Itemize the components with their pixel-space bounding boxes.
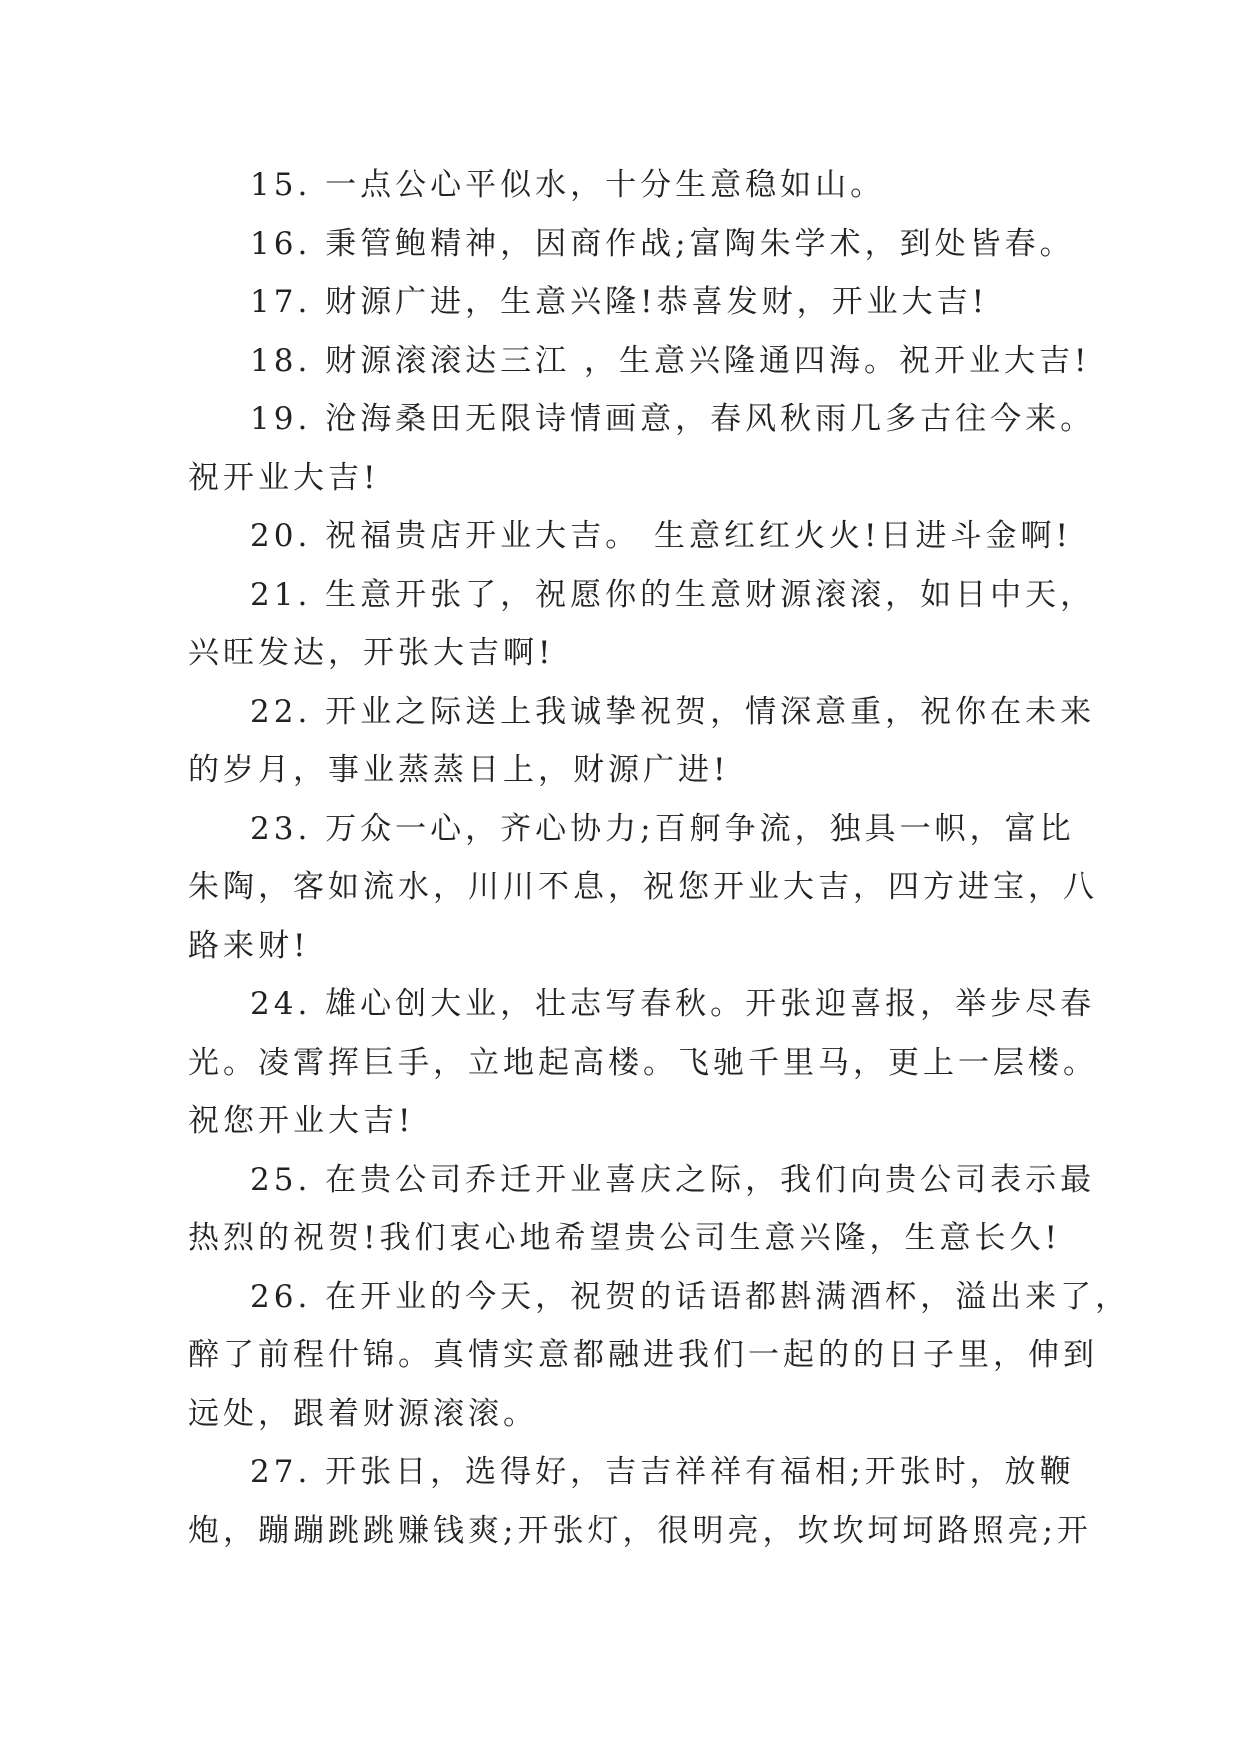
text-line: 22. 开业之际送上我诚挚祝贺，情深意重，祝你在未来 bbox=[250, 693, 1096, 730]
text-line: 祝您开业大吉! bbox=[188, 1103, 415, 1139]
document-body bbox=[188, 156, 1131, 1560]
text-line: 朱陶，客如流水，川川不息，祝您开业大吉，四方进宝，八 bbox=[188, 869, 1098, 905]
text-line: 24. 雄心创大业，壮志写春秋。开张迎喜报，举步尽春 bbox=[250, 986, 1096, 1022]
text-line: 17. 财源广进，生意兴隆!恭喜发财，开业大吉! bbox=[250, 284, 989, 320]
text-line: 21. 生意开张了，祝愿你的生意财源滚滚，如日中天， bbox=[250, 576, 1096, 613]
text-line: 23. 万众一心，齐心协力;百舸争流，独具一帜，富比 bbox=[250, 810, 1075, 847]
text-line: 炮，蹦蹦跳跳赚钱爽;开张灯，很明亮，坎坎坷坷路照亮;开 bbox=[188, 1512, 1092, 1549]
text-line: 19. 沧海桑田无限诗情画意，春风秋雨几多古往今来。 bbox=[250, 401, 1096, 437]
text-line: 27. 开张日，选得好，吉吉祥祥有福相;开张时，放鞭 bbox=[250, 1454, 1075, 1490]
text-line: 16. 秉管鲍精神，因商作战;富陶朱学术，到处皆春。 bbox=[250, 225, 1075, 262]
text-line: 25. 在贵公司乔迁开业喜庆之际，我们向贵公司表示最 bbox=[250, 1161, 1096, 1198]
text-line: 祝开业大吉! bbox=[188, 459, 380, 496]
text-line: 的岁月，事业蒸蒸日上，财源广进! bbox=[188, 752, 730, 788]
text-line: 光。凌霄挥巨手，立地起高楼。飞驰千里马，更上一层楼。 bbox=[188, 1044, 1098, 1081]
text-line: 兴旺发达，开张大吉啊! bbox=[188, 635, 555, 671]
text-line: 15. 一点公心平似水，十分生意稳如山。 bbox=[250, 167, 886, 203]
text-line: 醉了前程什锦。真情实意都融进我们一起的的日子里，伸到 bbox=[188, 1337, 1098, 1373]
text-line: 路来财! bbox=[188, 927, 310, 964]
text-line: 18. 财源滚滚达三江 ，生意兴隆通四海。祝开业大吉! bbox=[250, 342, 1091, 379]
text-line: 20. 祝福贵店开业大吉。 生意红红火火!日进斗金啊! bbox=[250, 518, 1072, 554]
text-line: 26. 在开业的今天，祝贺的话语都斟满酒杯，溢出来了， bbox=[250, 1278, 1131, 1315]
text-line: 热烈的祝贺!我们衷心地希望贵公司生意兴隆，生意长久! bbox=[188, 1220, 1061, 1256]
text-line: 远处，跟着财源滚滚。 bbox=[188, 1395, 538, 1432]
